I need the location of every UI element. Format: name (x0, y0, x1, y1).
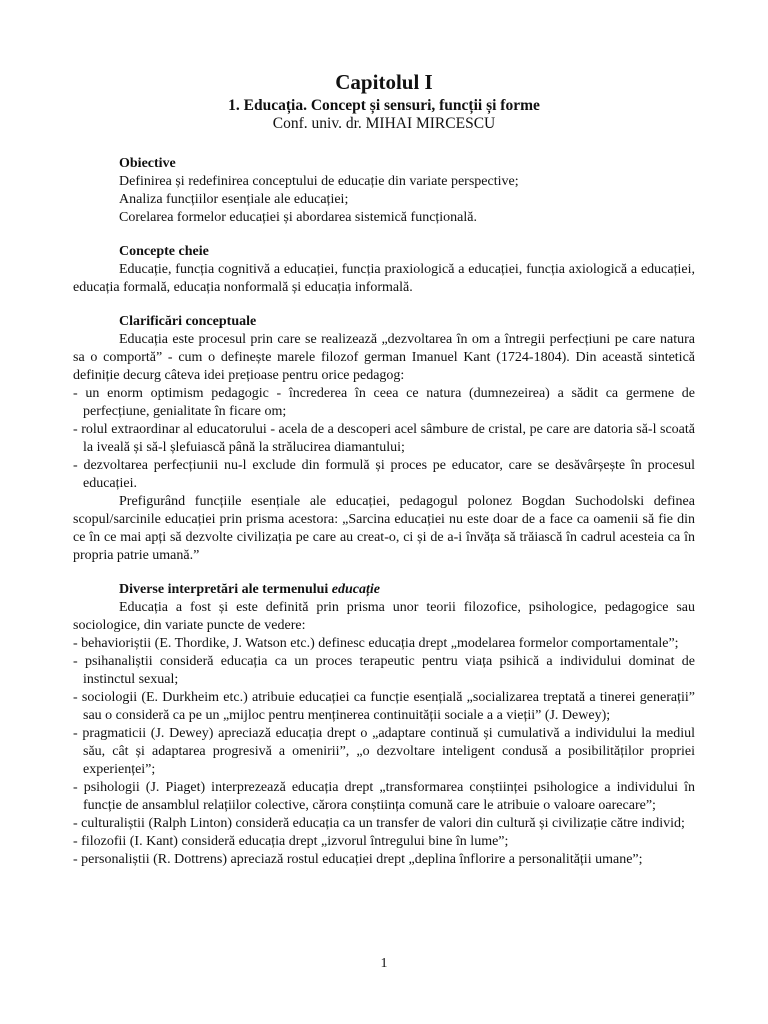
objectives-section (73, 155, 695, 227)
list-item: - behavioriștii (E. Thordike, J. Watson etc.) definesc educația drept „modelarea formelor comportamentale”; (73, 635, 695, 653)
list-item: - rolul extraordinar al educatorului - acela de a descoperi acel sâmbure de cristal, pe care are datoria să-l scoată la iveală și să-l șlefuiască până la strălucirea diamantului; (73, 421, 695, 457)
interpretations-section (73, 581, 695, 869)
clarifications-heading: Clarificări conceptuale (119, 314, 257, 329)
objective-item: Corelarea formelor educației și abordarea sistemică funcțională. (119, 210, 477, 225)
list-item: - pragmaticii (J. Dewey) apreciază educația drept o „adaptare continuă și cumulativă a individului la mediul său, cât și adaptarea progresivă a omenirii”, „o dezvoltare inteligent condusă a posibilităților propriei experiențeі”; (73, 725, 695, 779)
list-item: - dezvoltarea perfecțiunii nu-l exclude din formulă și proces pe educator, care se desăvârșește în procesul educației. (73, 457, 695, 493)
objective-item: Analiza funcțiilor esențiale ale educației; (119, 192, 349, 207)
heading-term: educație (331, 582, 381, 597)
heading-prefix: Diverse interpretări ale termenului (119, 582, 332, 597)
objective-item: Definirea și redefinirea conceptului de educație din variate perspective; (119, 174, 519, 189)
section-subtitle: 1. Educația. Concept și sensuri, funcții și forme (228, 97, 540, 114)
page-number: 1 (380, 956, 388, 971)
list-item: - personaliștii (R. Dottrens) apreciază rostul educației drept „deplina înflorire a personalității umane”; (73, 851, 695, 869)
list-item: - psihanaliștii consideră educația ca un proces terapeutic pentru viața psihică a individului dominat de instinctul sexual; (73, 653, 695, 689)
interpretations-heading (73, 581, 695, 599)
chapter-title: Capitolul I (335, 70, 433, 94)
list-item: - culturaliștii (Ralph Linton) consideră educația ca un transfer de valori din cultură și civilizație către individ; (73, 815, 695, 833)
author-line: Conf. univ. dr. MIHAI MIRCESCU (272, 115, 496, 132)
clarifications-list (73, 385, 695, 493)
list-item: - sociologii (E. Durkheim etc.) atribuie educației ca funcție esențială „socializarea treptată a tinerei generații” sau o consideră ca pe un „mijloc pentru menținerea continuității sociale a a vieții” (J. Dewey); (73, 689, 695, 725)
clarifications-intro: Educația este procesul prin care se realizează „dezvoltarea în om a întregii perfecțiuni pe care natura sa o comportă” - cum o definește marele filozof german Imanuel Kant (1724-1804). Din această sintetică definiție decurg câteva idei prețioase pentru orice pedagog: (73, 332, 695, 383)
concepts-section (73, 243, 695, 297)
list-item: - filozofii (I. Kant) consideră educația drept „izvorul întregului bine în lume”; (73, 833, 695, 851)
concepts-heading: Concepte cheie (119, 244, 209, 259)
concepts-text: Educație, funcția cognitivă a educației, funcția praxiologică a educației, funcția axiologică a educației, educația formală, educația nonformală și educația informală. (73, 262, 695, 295)
clarifications-closing: Prefigurând funcțiile esențiale ale educației, pedagogul polonez Bogdan Suchodolski definea scopul/sarcinile educației prin prisma acestora: „Sarcina educației nu este doar de a face ca oamenii să fie din ce în ce mai apți să dezvolte civilizația pe care au creat-o, ci și de a-i învăța să trăiască în cadrul acesteia ca în propria patrie umană.” (73, 494, 695, 563)
objectives-heading: Obiective (119, 156, 176, 171)
list-item: - un enorm optimism pedagogic - încrederea în ceea ce natura (dumnezeirea) a sădit ca germene de perfecțiune, genialitate în ficare om; (73, 385, 695, 421)
clarifications-section (73, 313, 695, 565)
interpretations-intro: Educația a fost și este definită prin prisma unor teorii filozofice, psihologice, pedagogice sau sociologice, din variate puncte de vedere: (73, 600, 695, 633)
interpretations-list (73, 635, 695, 869)
list-item: - psihologii (J. Piaget) interprezează educația drept „transformarea conștiinței psihologice a individului în funcție de ansamblul relațiilor colective, cărora conștiința comună care le atribuie o valoare oarecare”; (73, 779, 695, 815)
